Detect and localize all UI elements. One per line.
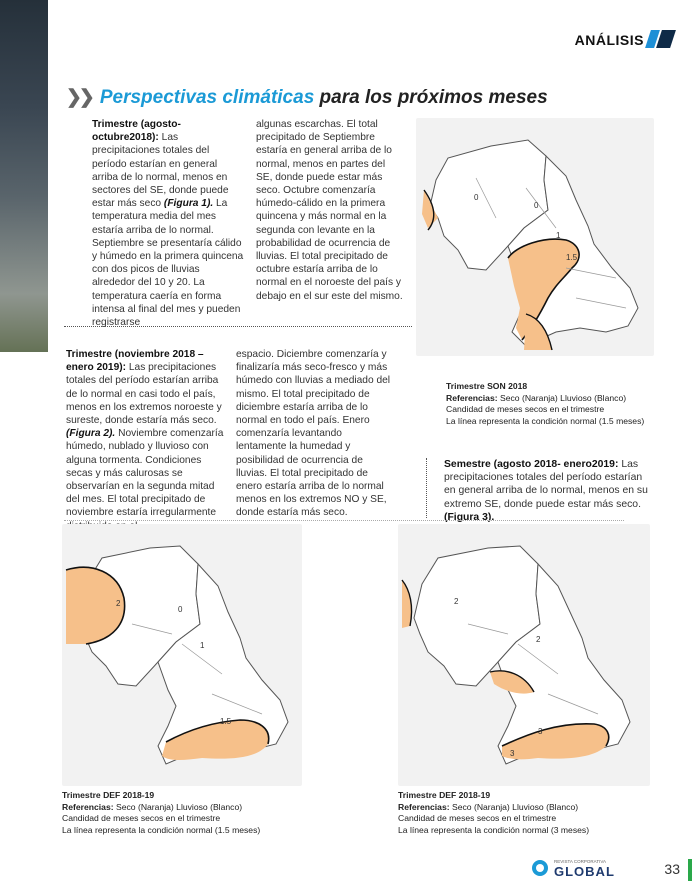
paragraph-continued bbox=[236, 348, 394, 520]
paragraph-heading: Semestre (agosto 2018- enero2019: bbox=[444, 459, 619, 470]
map-figure-1 bbox=[416, 118, 654, 356]
caption-title: Trimestre SON 2018 bbox=[446, 381, 528, 391]
section-tag: ANÁLISIS bbox=[574, 32, 644, 48]
caption-ref-label: Referencias: bbox=[446, 392, 498, 403]
caption-ref-label: Referencias: bbox=[398, 801, 450, 812]
map-label: 0 bbox=[178, 605, 183, 614]
section-divider bbox=[64, 520, 624, 521]
paragraph-heading: Trimestre (noviembre 2018 – enero 2019): bbox=[66, 349, 204, 374]
map-label: 3 bbox=[538, 727, 543, 736]
paragraph-text: espacio. Diciembre comenzaría y finalizaría más seco-fresco y más húmedo con lluvias a mediado del mismo. El total precipitado de diciembre estaría arriba de lo normal en todo el país. Enero comenzaría levantando lentamente la humedad y posibilidad de ocurrencia de lluvias. El total precipitado de enero estaría arriba de lo normal menos en los extremos NO y SE, donde estaría más seco. bbox=[236, 349, 391, 519]
page-title bbox=[66, 86, 548, 109]
section-divider bbox=[64, 326, 412, 327]
caption-title: Trimestre DEF 2018-19 bbox=[62, 790, 155, 800]
section-tag-bar bbox=[648, 30, 670, 48]
caption-line: Candidad de meses secos en el trimestre bbox=[446, 404, 605, 414]
caption-title: Trimestre DEF 2018-19 bbox=[398, 790, 491, 800]
title-highlight: Perspectivas climáticas bbox=[99, 87, 315, 108]
map-label: 3 bbox=[510, 749, 515, 758]
paragraph-text: algunas escarchas. El total precipitado de Septiembre estaría en general arriba de lo normal, menos en partes del SE, donde puede estar más seco. Octubre comenzaría húmedo-cálido en la primera quincena y más normal en la segunda con levante en la probabilidad de ocurrencia de lluvias. El total precipitado de octubre estaría arriba de lo normal en el noroeste del país y debajo en el sur este del mismo. bbox=[256, 119, 403, 302]
caption-ref: Seco (Naranja) Lluvioso (Blanco) bbox=[451, 801, 579, 812]
map-label: 2 bbox=[116, 599, 121, 608]
page-number: 33 bbox=[664, 861, 680, 877]
section-divider bbox=[426, 458, 427, 518]
caption-ref: Seco (Naranja) Lluvioso (Blanco) bbox=[115, 801, 243, 812]
map-label: 2 bbox=[454, 597, 459, 606]
global-logo bbox=[530, 855, 650, 879]
caption-line: Candidad de meses secos en el trimestre bbox=[398, 813, 557, 823]
map-label: 1 bbox=[556, 231, 561, 240]
footer-accent-bar bbox=[688, 859, 692, 881]
caption-figure-1 bbox=[446, 381, 676, 427]
paragraph-text: Las precipitaciones totales del período estarían en general arriba de lo normal, menos en su extremo SE, donde puede estar más seco. bbox=[444, 459, 648, 510]
caption-line: La línea representa la condición normal (1.5 meses) bbox=[446, 415, 645, 426]
title-rest: para los próximos meses bbox=[319, 87, 548, 108]
caption-line: La línea representa la condición normal (3 meses) bbox=[398, 824, 590, 835]
map-label: 0 bbox=[534, 201, 539, 210]
caption-line: Candidad de meses secos en el trimestre bbox=[62, 813, 221, 823]
brand-small-text: REVISTA CORPORATIVA bbox=[554, 859, 607, 864]
paragraph-continued bbox=[256, 118, 404, 303]
map-label: 1.5 bbox=[220, 717, 232, 726]
page-background bbox=[0, 352, 48, 891]
figure-reference: (Figura 2). bbox=[66, 428, 116, 440]
double-chevron-icon: ❯❯ bbox=[66, 87, 92, 108]
map-label: 2 bbox=[536, 635, 541, 644]
caption-figure-2 bbox=[62, 790, 312, 836]
paragraph-text: La temperatura media del mes estaría arriba de lo normal. Septiembre se presentaría cálido y húmedo en la primera quincena con dos picos de lluvias alrededor del 10 y 20. La temperatura caería en forma intensa al final del mes y pueden registrarse bbox=[92, 198, 244, 329]
paragraph-text: Noviembre comenzaría húmedo, nublado y lluvioso con alguna tormenta. Condiciones secas y más calurosas se observarían en la segunda mitad del mes. El total precipitado de noviembre estaría irregularmente bbox=[66, 428, 224, 519]
figure-reference: (Figura 3). bbox=[444, 511, 495, 523]
caption-figure-3 bbox=[398, 790, 650, 836]
brand-text: GLOBAL bbox=[554, 864, 615, 879]
figure-reference: (Figura 1). bbox=[163, 198, 214, 210]
map-figure-2 bbox=[62, 524, 302, 786]
paragraph-trimestre-son bbox=[92, 118, 244, 329]
map-label: 0 bbox=[474, 193, 479, 202]
paragraph-text: Las precipitaciones totales del período estarían en general arriba de lo normal, menos en sectores del SE, donde puede estar más seco bbox=[92, 132, 229, 210]
caption-line: La línea representa la condición normal (1.5 meses) bbox=[62, 824, 261, 835]
paragraph-text: Las precipitaciones totales del período estarían arriba de lo normal en casi todo el país, menos en los extremos noroeste y sureste, donde estaría más seco. bbox=[66, 362, 222, 427]
paragraph-heading: Trimestre (agosto- octubre2018): bbox=[92, 119, 181, 144]
paragraph-semestre bbox=[444, 458, 656, 524]
map-label: 1 bbox=[200, 641, 205, 650]
caption-ref-label: Referencias: bbox=[62, 801, 114, 812]
map-figure-3 bbox=[398, 524, 650, 786]
caption-ref: Seco (Naranja) Lluvioso (Blanco) bbox=[499, 392, 627, 403]
map-label: 1.5 bbox=[566, 253, 578, 262]
paragraph-trimestre-def bbox=[66, 348, 226, 533]
